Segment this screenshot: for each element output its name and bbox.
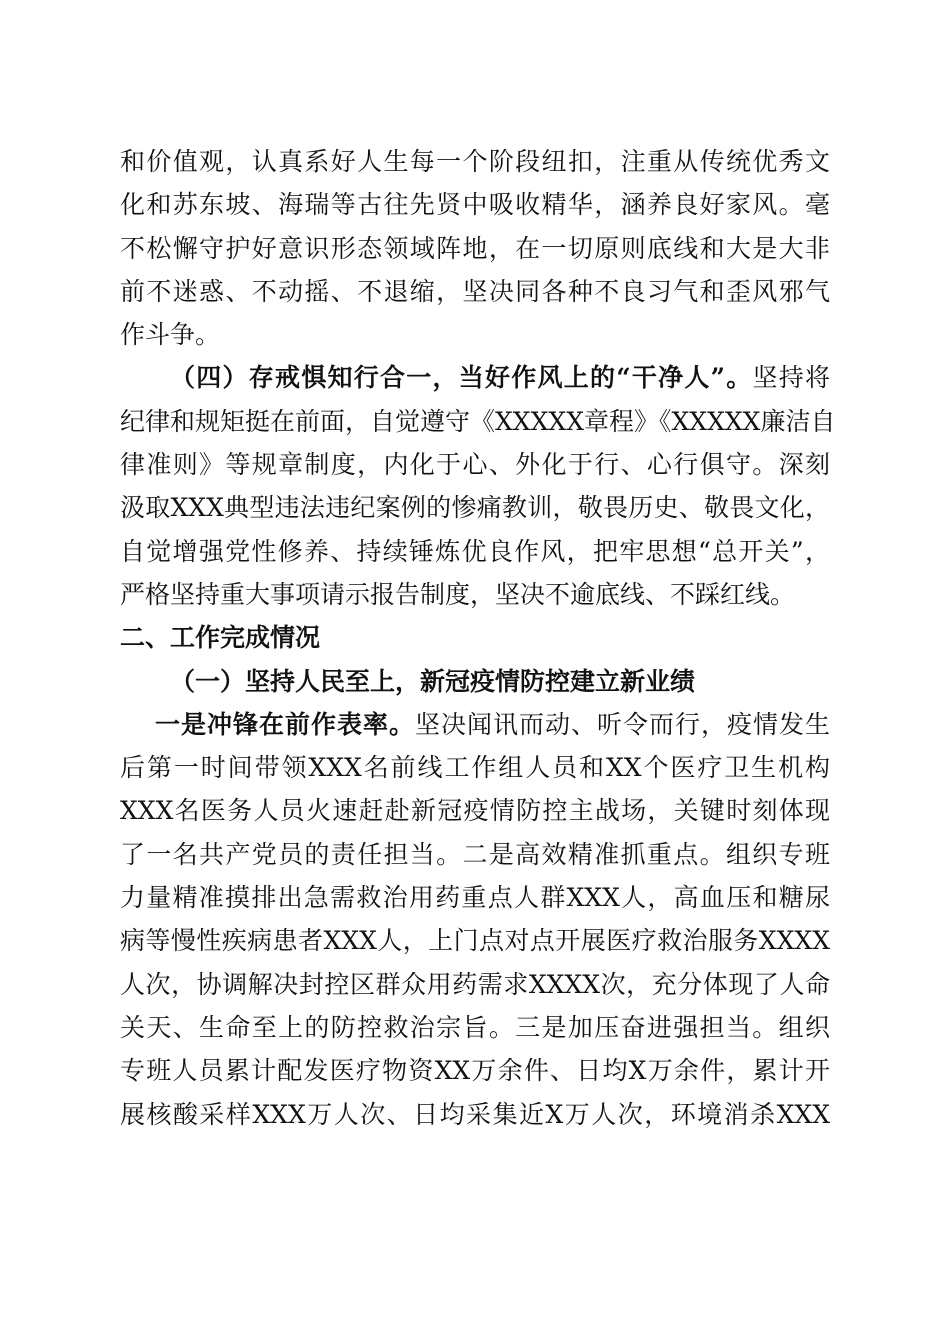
- paragraph-line: 不松懈守护好意识形态领域阵地，在一切原则底线和大是大非: [120, 233, 830, 263]
- paragraph-line: 严格坚持重大事项请示报告制度，坚决不逾底线、不踩红线。: [120, 579, 796, 609]
- paragraph-line: 了一名共产党员的责任担当。二是高效精准抓重点。组织专班: [120, 839, 830, 869]
- paragraph-line: 自觉增强党性修养、持续锤炼优良作风，把牢思想“总开关”，: [120, 536, 830, 566]
- paragraph-lead-line: [120, 703, 830, 746]
- paragraph-lead-tail: 坚决闻讯而动、听令而行，疫情发生: [415, 709, 830, 739]
- paragraph-line: 律准则》等规章制度，内化于心、外化于行、心行俱守。深刻: [120, 450, 830, 480]
- paragraph-line: 汲取XXX典型违法违纪案例的惨痛教训，敬畏历史、敬畏文化，: [120, 493, 830, 523]
- paragraph-line: 作斗争。: [120, 320, 221, 350]
- paragraph-line: 化和苏东坡、海瑞等古往先贤中吸收精华，涵养良好家风。毫: [120, 190, 830, 220]
- paragraph-line: 前不迷惑、不动摇、不退缩，坚决同各种不良习气和歪风邪气: [120, 276, 830, 306]
- paragraph-line: XXX名医务人员火速赶赴新冠疫情防控主战场，关键时刻体现: [120, 796, 830, 826]
- paragraph-line: 力量精准摸排出急需救治用药重点人群XXX人，高血压和糖尿: [120, 883, 830, 913]
- document-body: [120, 140, 836, 1136]
- paragraph-line: 关天、生命至上的防控救治宗旨。三是加压奋进强担当。组织: [120, 1012, 830, 1042]
- paragraph-line: 专班人员累计配发医疗物资XX万余件、日均X万余件，累计开: [120, 1056, 830, 1086]
- paragraph-lead-line: [120, 356, 830, 399]
- paragraph-line: 病等慢性疾病患者XXX人，上门点对点开展医疗救治服务XXXX: [120, 926, 830, 956]
- paragraph-line: 和价值观，认真系好人生每一个阶段纽扣，注重从传统优秀文: [120, 147, 830, 176]
- paragraph-line: 后第一时间带领XXX名前线工作组人员和XX个医疗卫生机构: [120, 753, 830, 783]
- paragraph-lead-bold: 一是冲锋在前作表率。: [155, 709, 415, 739]
- section-heading: 二、工作完成情况: [120, 623, 321, 653]
- paragraph-lead-tail: 坚持将: [752, 363, 830, 393]
- paragraph-line: 纪律和规矩挺在前面，自觉遵守《XXXXX章程》《XXXXX廉洁自: [120, 406, 836, 436]
- paragraph-lead-bold: （四）存戒惧知行合一，当好作风上的“干净人”。: [170, 363, 753, 393]
- subsection-heading: （一）坚持人民至上，新冠疫情防控建立新业绩: [170, 666, 696, 696]
- paragraph-line: 人次，协调解决封控区群众用药需求XXXX次，充分体现了人命: [120, 969, 830, 999]
- paragraph-line: 展核酸采样XXX万人次、日均采集近X万人次，环境消杀XXX: [120, 1099, 830, 1129]
